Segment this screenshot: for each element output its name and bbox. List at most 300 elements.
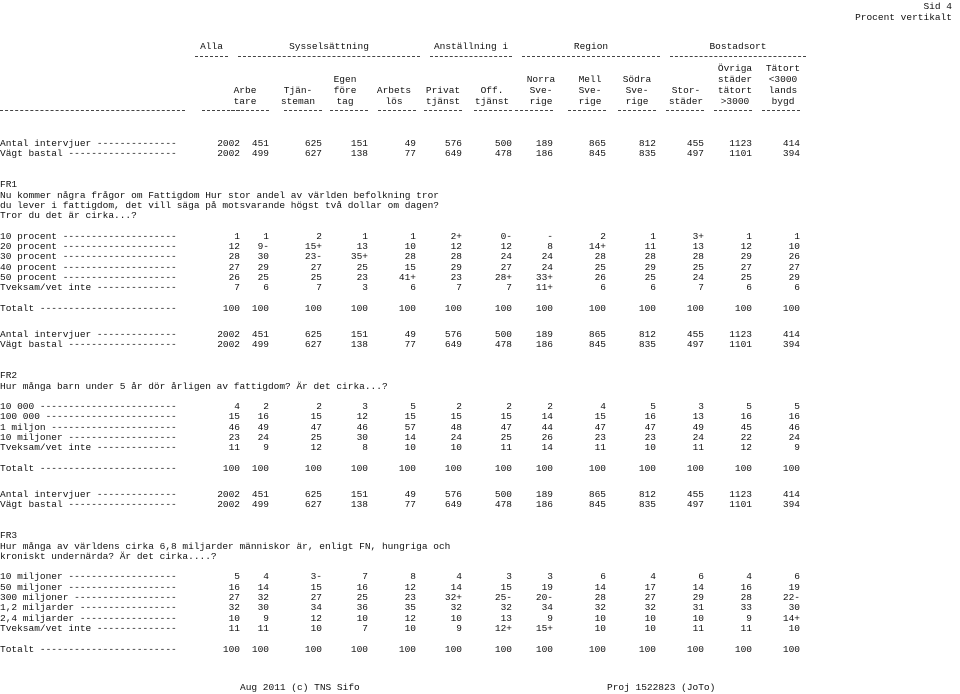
data-row-cell: 28 [740, 592, 752, 603]
column-heading: Stor- [671, 85, 701, 96]
total-row-cell: 100 [535, 302, 553, 314]
data-row-cell: 4 [746, 571, 752, 583]
data-row-cell: 25- [494, 592, 512, 603]
total-row-cell: 100 [398, 643, 416, 655]
data-row-cell: 24 [692, 271, 704, 283]
data-row-cell: 15 [404, 411, 416, 423]
data-row-label: 40 procent -------------------- [0, 261, 177, 273]
data-row-cell: 12 [404, 612, 416, 624]
data-row-cell: 23 [644, 432, 656, 443]
data-row-cell: 45 [740, 421, 752, 433]
data-row-cell: 12 [310, 442, 322, 454]
base-row-cell: 2002 [217, 489, 240, 500]
data-row-cell: 23 [228, 432, 240, 443]
base-row-cell: 499 [251, 339, 269, 351]
base-row-cell: 576 [444, 138, 462, 149]
data-row-cell: 12 [500, 241, 512, 252]
question-code: FR2 [0, 370, 18, 382]
column-underline [284, 110, 322, 111]
data-row-cell: 7 [234, 282, 240, 294]
group-heading: Bostadsort [709, 41, 767, 52]
data-row-cell: 12 [450, 241, 462, 252]
data-row-cell: 10 [404, 241, 416, 252]
data-row-cell: 7 [698, 282, 704, 294]
data-row-cell: 30 [356, 432, 368, 443]
data-row-cell: 10 [404, 622, 416, 634]
data-row-cell: 10 [644, 442, 656, 454]
column-underline [568, 110, 606, 111]
label-underline [0, 110, 185, 111]
base-row-cell: 138 [350, 499, 368, 511]
data-row-cell: 1 [234, 230, 240, 242]
data-row-cell: 10 [228, 612, 240, 624]
data-row-cell: 19 [541, 581, 553, 593]
total-row-cell: 100 [638, 302, 656, 314]
base-row-cell: 478 [494, 148, 512, 160]
data-row-cell: 28 [228, 251, 240, 263]
data-row-cell: 24 [692, 432, 704, 443]
column-heading: tjänst [474, 96, 510, 107]
question-text: Hur många av världens cirka 6,8 miljarder människor är, enligt FN, hungriga och [0, 540, 451, 552]
base-row-cell: 151 [350, 329, 368, 340]
column-underline [714, 110, 752, 111]
total-row-cell: 100 [251, 302, 269, 314]
base-row-cell: 189 [535, 489, 553, 500]
data-row-label: Tveksam/vet inte -------------- [0, 282, 177, 294]
data-row-cell: 32 [450, 602, 462, 614]
data-row-cell: - [547, 230, 553, 242]
data-row-cell: 5 [794, 401, 800, 413]
base-row-cell: 576 [444, 489, 462, 500]
data-row-cell: 44 [541, 421, 553, 433]
data-row-cell: 10 [644, 612, 656, 624]
group-heading: Sysselsättning [289, 41, 369, 52]
data-row-cell: 36 [356, 602, 368, 614]
column-heading: Norra [526, 74, 556, 85]
column-heading: Egen [333, 74, 357, 85]
base-row-cell: 576 [444, 329, 462, 340]
group-underline [522, 56, 660, 57]
group-heading: Anställning i [433, 41, 509, 52]
data-row-cell: 13 [692, 411, 704, 423]
data-row-cell: 24 [788, 432, 800, 443]
base-row-cell: 2002 [217, 148, 240, 160]
data-row-cell: 24 [500, 251, 512, 263]
column-heading: Mell [578, 74, 602, 85]
data-row-label: 10 procent -------------------- [0, 230, 177, 242]
base-row-cell: 845 [588, 148, 606, 160]
data-row-cell: 29 [692, 592, 704, 603]
base-row-cell: 1101 [729, 499, 752, 511]
total-row-cell: 100 [222, 643, 240, 655]
data-row-cell: 12 [740, 442, 752, 454]
total-row-cell: 100 [782, 302, 800, 314]
data-row-cell: 26 [228, 271, 240, 283]
data-row-cell: 23- [304, 251, 322, 263]
data-row-cell: 10 [450, 442, 462, 454]
data-row-cell: 3 [362, 401, 368, 413]
total-row-cell: 100 [222, 462, 240, 474]
data-row-label: 10 miljoner ------------------- [0, 571, 177, 583]
data-row-label: 1,2 miljarder ----------------- [0, 602, 177, 614]
data-row-cell: 10 [310, 622, 322, 634]
data-row-cell: 16 [740, 411, 752, 423]
data-row-cell: 14 [692, 581, 704, 593]
column-heading: rige [578, 96, 602, 107]
data-row-cell: 6 [410, 282, 416, 294]
base-row-cell: 77 [404, 499, 416, 511]
data-row-cell: 10 [356, 612, 368, 624]
base-row-cell: 394 [782, 339, 800, 351]
data-row-cell: 5 [234, 571, 240, 583]
data-row-cell: 28 [450, 251, 462, 263]
data-row-cell: 46 [788, 421, 800, 433]
data-row-cell: 2 [547, 401, 553, 413]
column-heading: lös [385, 96, 403, 107]
data-row-cell: 29 [740, 251, 752, 263]
data-row-cell: 19 [788, 581, 800, 593]
data-row-label: 10 miljoner ------------------- [0, 432, 177, 443]
data-row-cell: 10 [594, 612, 606, 624]
total-row-cell: 100 [588, 643, 606, 655]
column-heading: Tjän- [283, 85, 313, 96]
base-row-cell: 451 [251, 489, 269, 500]
data-row-label: 30 procent -------------------- [0, 251, 177, 263]
data-row-cell: 0- [500, 230, 512, 242]
data-row-cell: 15 [594, 411, 606, 423]
data-row-cell: 34 [310, 602, 322, 614]
total-row-cell: 100 [782, 643, 800, 655]
total-row-cell: 100 [398, 462, 416, 474]
group-heading: Region [573, 41, 609, 52]
data-row-cell: 32 [500, 602, 512, 614]
data-row-cell: 13 [692, 241, 704, 252]
base-row-cell: 2002 [217, 138, 240, 149]
base-row-cell: 627 [304, 499, 322, 511]
data-row-cell: 13 [500, 612, 512, 624]
column-heading: Arbe [233, 85, 257, 96]
data-row-cell: 12 [228, 241, 240, 252]
base-row-label: Antal intervjuer -------------- [0, 489, 177, 500]
data-row-cell: 25 [644, 271, 656, 283]
data-row-cell: 1 [794, 230, 800, 242]
base-row-cell: 77 [404, 148, 416, 160]
data-row-cell: 12 [310, 612, 322, 624]
column-heading: Arbets [376, 85, 412, 96]
base-row-cell: 499 [251, 148, 269, 160]
column-heading: tjänst [425, 96, 461, 107]
base-row-cell: 1101 [729, 339, 752, 351]
data-row-cell: 3- [310, 571, 322, 583]
base-row-cell: 497 [686, 499, 704, 511]
base-row-cell: 189 [535, 138, 553, 149]
data-row-cell: 5 [650, 401, 656, 413]
data-row-cell: 11+ [535, 282, 553, 294]
total-row-cell: 100 [444, 302, 462, 314]
base-row-cell: 835 [638, 339, 656, 351]
data-row-cell: 5 [410, 401, 416, 413]
data-row-cell: 12 [740, 241, 752, 252]
base-row-cell: 451 [251, 329, 269, 340]
base-row-cell: 627 [304, 148, 322, 160]
data-row-cell: 25 [500, 432, 512, 443]
base-row-cell: 77 [404, 339, 416, 351]
data-row-cell: 15 [310, 581, 322, 593]
column-heading: Privat [425, 85, 461, 96]
column-heading: tätort [717, 85, 753, 96]
column-underline [231, 110, 269, 111]
data-row-cell: 47 [500, 421, 512, 433]
question-text: Hur många barn under 5 år dör årligen av fattigdom? Är det cirka...? [0, 380, 388, 392]
base-row-cell: 1101 [729, 148, 752, 160]
base-row-label: Vägt bastal ------------------- [0, 339, 177, 351]
base-row-cell: 478 [494, 339, 512, 351]
column-underline [330, 110, 368, 111]
data-row-cell: 28 [404, 251, 416, 263]
base-row-cell: 649 [444, 148, 462, 160]
data-row-cell: 14 [541, 442, 553, 454]
data-row-cell: 6 [650, 282, 656, 294]
total-row-cell: 100 [444, 462, 462, 474]
data-row-cell: 33+ [535, 271, 553, 283]
data-row-cell: 11 [692, 622, 704, 634]
data-row-cell: 1 [362, 230, 368, 242]
base-row-cell: 138 [350, 339, 368, 351]
data-row-cell: 26 [541, 432, 553, 443]
total-row-cell: 100 [350, 462, 368, 474]
data-row-cell: 23 [356, 271, 368, 283]
total-row-label: Totalt ------------------------ [0, 643, 177, 655]
data-row-cell: 11 [692, 442, 704, 454]
data-row-cell: 24 [257, 432, 269, 443]
data-row-cell: 1 [650, 230, 656, 242]
data-row-cell: 46 [356, 421, 368, 433]
column-underline [474, 110, 512, 111]
data-row-cell: 3 [506, 571, 512, 583]
base-row-cell: 835 [638, 148, 656, 160]
total-row-label: Totalt ------------------------ [0, 462, 177, 474]
base-row-cell: 478 [494, 499, 512, 511]
data-row-cell: 7 [316, 282, 322, 294]
total-row-cell: 100 [222, 302, 240, 314]
data-row-cell: 27 [310, 592, 322, 603]
data-row-cell: 8 [547, 241, 553, 252]
column-heading: städer [668, 96, 704, 107]
group-underline [430, 56, 512, 57]
data-row-cell: 15+ [535, 622, 553, 634]
base-row-cell: 625 [304, 489, 322, 500]
data-row-cell: 8 [410, 571, 416, 583]
data-row-cell: 25 [310, 432, 322, 443]
base-row-cell: 649 [444, 499, 462, 511]
total-row-cell: 100 [686, 643, 704, 655]
base-row-cell: 1123 [729, 138, 752, 149]
data-row-cell: 35 [404, 602, 416, 614]
question-text: du lever i fattigdom, det vill säga på motsvarande högst två dollar om dagen? [0, 199, 439, 211]
base-row-cell: 138 [350, 148, 368, 160]
total-row-cell: 100 [494, 643, 512, 655]
data-row-cell: 28 [692, 251, 704, 263]
total-row-cell: 100 [734, 302, 752, 314]
data-row-cell: 9 [547, 612, 553, 624]
data-row-cell: 28 [594, 592, 606, 603]
data-row-cell: 6 [600, 282, 606, 294]
data-row-cell: 6 [746, 282, 752, 294]
data-row-cell: 12 [356, 411, 368, 423]
data-row-cell: 30 [257, 602, 269, 614]
data-row-cell: 41+ [398, 271, 416, 283]
data-row-cell: 16 [644, 411, 656, 423]
base-row-cell: 394 [782, 148, 800, 160]
base-row-cell: 812 [638, 489, 656, 500]
data-row-cell: 27 [228, 592, 240, 603]
data-row-cell: 27 [740, 261, 752, 273]
data-row-cell: 6 [794, 571, 800, 583]
column-underline [424, 110, 462, 111]
data-row-cell: 6 [600, 571, 606, 583]
data-row-cell: 7 [456, 282, 462, 294]
data-row-cell: 16 [788, 411, 800, 423]
column-heading: Sve- [578, 85, 602, 96]
group-underline [195, 56, 228, 57]
data-row-cell: 2+ [450, 230, 462, 242]
data-row-cell: 26 [788, 251, 800, 263]
data-row-label: 50 procent -------------------- [0, 271, 177, 283]
data-row-cell: 11 [740, 622, 752, 634]
data-row-cell: 28 [594, 251, 606, 263]
base-row-label: Vägt bastal ------------------- [0, 148, 177, 160]
data-row-cell: 25 [356, 592, 368, 603]
total-row-cell: 100 [734, 643, 752, 655]
data-row-cell: 17 [644, 581, 656, 593]
data-row-cell: 26 [594, 271, 606, 283]
data-row-cell: 14+ [588, 241, 606, 252]
column-heading: tare [233, 96, 257, 107]
data-row-cell: 20- [535, 592, 553, 603]
data-row-cell: 49 [257, 421, 269, 433]
group-underline [670, 56, 806, 57]
base-row-label: Vägt bastal ------------------- [0, 499, 177, 511]
data-row-cell: 7 [506, 282, 512, 294]
data-row-cell: 29 [788, 271, 800, 283]
data-row-cell: 6 [698, 571, 704, 583]
data-row-cell: 29 [450, 261, 462, 273]
base-row-label: Antal intervjuer -------------- [0, 329, 177, 340]
data-row-cell: 6 [263, 282, 269, 294]
data-row-cell: 25 [310, 271, 322, 283]
data-row-cell: 22- [782, 592, 800, 603]
total-row-cell: 100 [251, 462, 269, 474]
column-heading: Sve- [625, 85, 649, 96]
data-row-cell: 8 [362, 442, 368, 454]
data-row-cell: 1 [410, 230, 416, 242]
base-row-cell: 49 [404, 138, 416, 149]
base-row-cell: 812 [638, 138, 656, 149]
base-row-cell: 151 [350, 138, 368, 149]
total-row-cell: 100 [535, 462, 553, 474]
data-row-cell: 1 [263, 230, 269, 242]
footer-right: Proj 1522823 (JoTo) [607, 682, 716, 693]
data-row-cell: 9 [263, 442, 269, 454]
data-row-label: 100 000 ----------------------- [0, 411, 177, 423]
base-row-cell: 455 [686, 329, 704, 340]
data-row-cell: 30 [257, 251, 269, 263]
base-row-cell: 414 [782, 138, 800, 149]
column-heading: tag [336, 96, 354, 107]
column-heading: bygd [771, 96, 795, 107]
column-heading: Sve- [529, 85, 553, 96]
total-row-cell: 100 [251, 643, 269, 655]
base-row-cell: 186 [535, 499, 553, 511]
base-row-cell: 500 [494, 329, 512, 340]
group-heading: Alla [200, 41, 223, 52]
column-heading: <3000 [768, 74, 798, 85]
data-row-cell: 10 [404, 442, 416, 454]
base-row-cell: 151 [350, 489, 368, 500]
total-row-cell: 100 [398, 302, 416, 314]
data-row-cell: 9- [257, 241, 269, 252]
data-row-cell: 4 [600, 401, 606, 413]
data-row-cell: 15 [228, 411, 240, 423]
data-row-cell: 11 [228, 442, 240, 454]
total-row-cell: 100 [638, 462, 656, 474]
base-row-cell: 865 [588, 489, 606, 500]
base-row-cell: 865 [588, 138, 606, 149]
data-row-cell: 47 [594, 421, 606, 433]
data-row-cell: 6 [794, 282, 800, 294]
data-row-cell: 11 [500, 442, 512, 454]
base-row-cell: 1123 [729, 329, 752, 340]
data-row-cell: 46 [228, 421, 240, 433]
base-row-cell: 49 [404, 329, 416, 340]
data-row-cell: 25 [594, 261, 606, 273]
question-text: Nu kommer några frågor om Fattigdom Hur stor andel av världen befolkning tror [0, 189, 439, 201]
column-heading: Tätort [765, 63, 801, 74]
data-row-cell: 12+ [494, 622, 512, 634]
column-underline [618, 110, 656, 111]
base-row-cell: 497 [686, 339, 704, 351]
data-row-cell: 1 [746, 230, 752, 242]
data-row-label: 10 000 ------------------------ [0, 401, 177, 413]
total-row-cell: 100 [588, 462, 606, 474]
base-row-cell: 845 [588, 499, 606, 511]
total-row-cell: 100 [686, 302, 704, 314]
data-row-cell: 2 [263, 401, 269, 413]
data-row-cell: 14 [594, 581, 606, 593]
data-row-cell: 14 [404, 432, 416, 443]
table-type: Procent vertikalt [855, 12, 952, 23]
data-row-cell: 2 [456, 401, 462, 413]
base-row-cell: 2002 [217, 329, 240, 340]
base-row-cell: 627 [304, 339, 322, 351]
data-row-label: 2,4 miljarder ----------------- [0, 612, 177, 624]
base-row-cell: 499 [251, 499, 269, 511]
base-row-cell: 865 [588, 329, 606, 340]
data-row-cell: 32 [228, 602, 240, 614]
base-row-label: Antal intervjuer -------------- [0, 138, 177, 149]
data-row-cell: 2 [316, 230, 322, 242]
data-row-cell: 4 [650, 571, 656, 583]
data-row-cell: 47 [644, 421, 656, 433]
question-code: FR3 [0, 530, 18, 542]
column-heading: före [333, 85, 357, 96]
column-underline [762, 110, 800, 111]
data-row-cell: 14 [257, 581, 269, 593]
data-row-cell: 10 [692, 612, 704, 624]
data-row-cell: 4 [234, 401, 240, 413]
data-row-cell: 57 [404, 421, 416, 433]
data-row-cell: 10 [450, 612, 462, 624]
